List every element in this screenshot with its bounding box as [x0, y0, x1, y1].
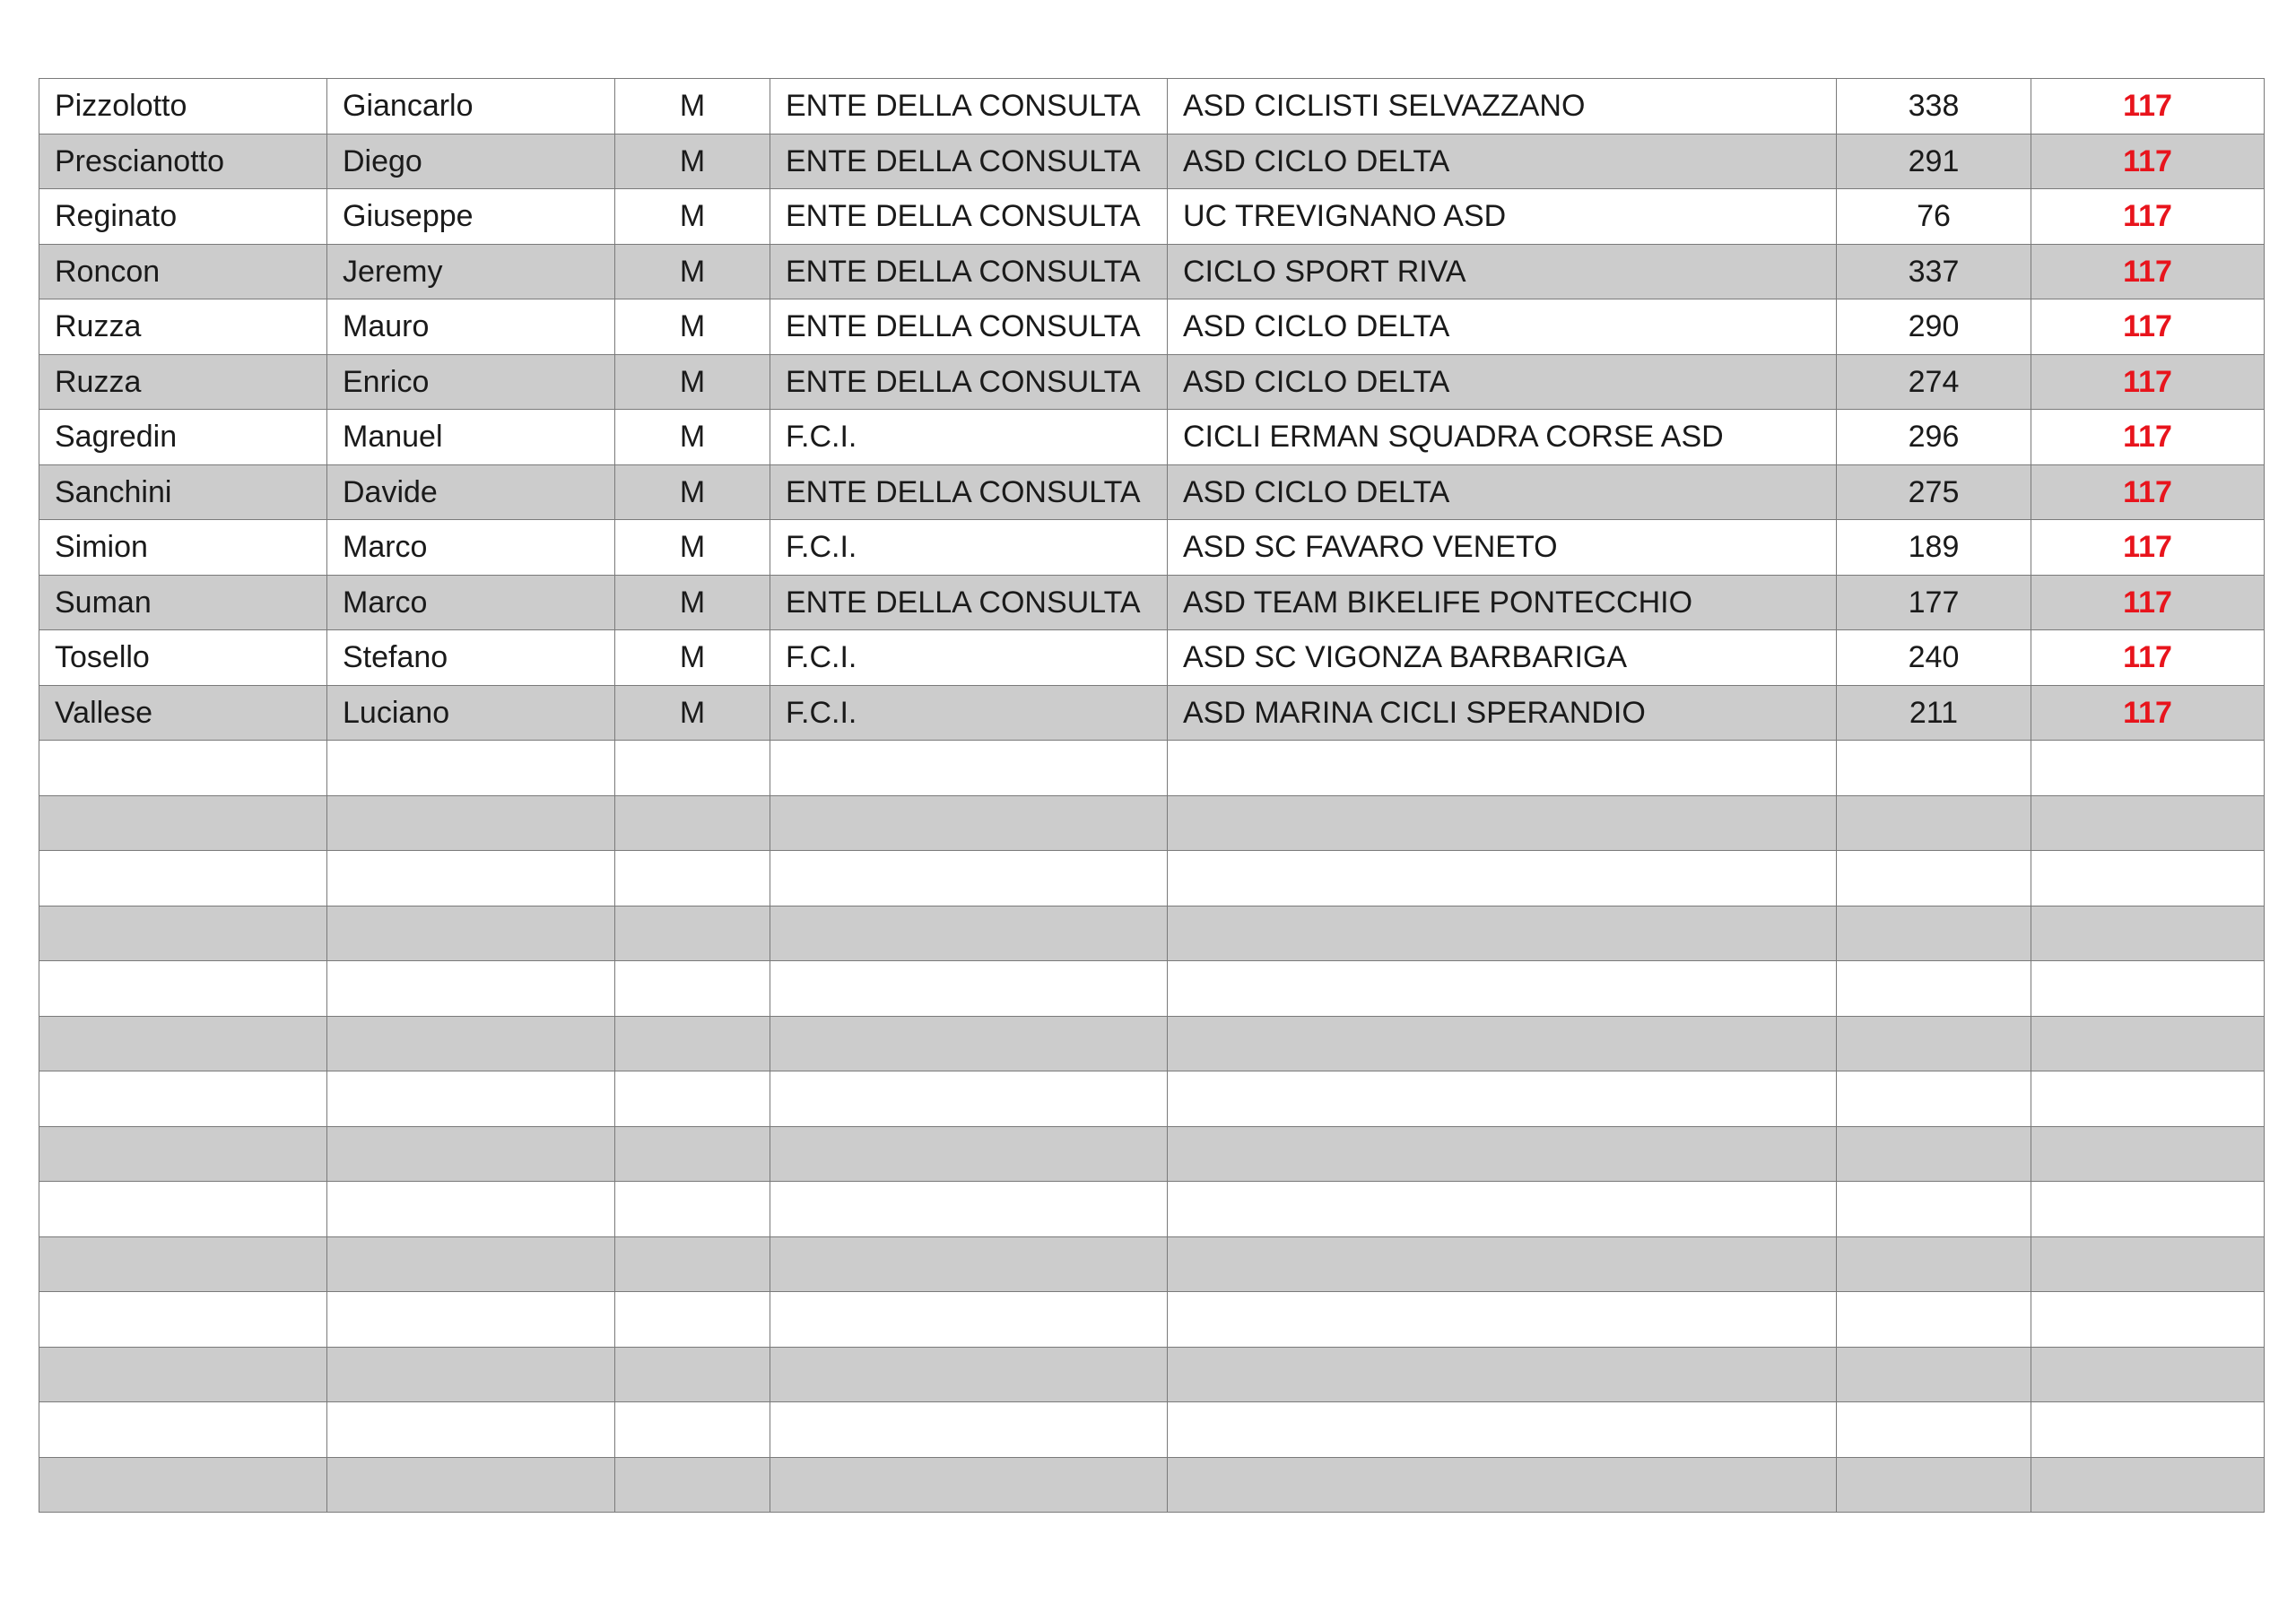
- team-cell: [1168, 1126, 1837, 1182]
- table-row: [39, 630, 2265, 686]
- score-cell: 117: [2031, 685, 2265, 741]
- number-cell: 76: [1837, 189, 2031, 245]
- first-name-cell: Stefano: [327, 630, 615, 686]
- number-cell: [1837, 1182, 2031, 1237]
- first-name-cell: [327, 1236, 615, 1292]
- ente-cell: ENTE DELLA CONSULTA: [770, 134, 1168, 189]
- sex-cell: [615, 795, 770, 851]
- team-cell: ASD CICLISTI SELVAZZANO: [1168, 79, 1837, 134]
- table-row: [39, 299, 2265, 355]
- results-table-body: [39, 79, 2265, 1513]
- score-cell: [2031, 1016, 2265, 1071]
- last-name-cell: Ruzza: [39, 354, 327, 410]
- ente-cell: [770, 1292, 1168, 1348]
- number-cell: [1837, 1126, 2031, 1182]
- sex-cell: M: [615, 134, 770, 189]
- last-name-cell: Vallese: [39, 685, 327, 741]
- sex-cell: [615, 741, 770, 796]
- first-name-cell: Marco: [327, 520, 615, 576]
- score-cell: [2031, 851, 2265, 906]
- sex-cell: M: [615, 575, 770, 630]
- first-name-cell: [327, 1402, 615, 1458]
- last-name-cell: [39, 1071, 327, 1127]
- sex-cell: [615, 1457, 770, 1513]
- last-name-cell: Prescianotto: [39, 134, 327, 189]
- sex-cell: [615, 961, 770, 1017]
- team-cell: ASD SC FAVARO VENETO: [1168, 520, 1837, 576]
- ente-cell: [770, 1347, 1168, 1402]
- team-cell: ASD CICLO DELTA: [1168, 464, 1837, 520]
- first-name-cell: Jeremy: [327, 244, 615, 299]
- sex-cell: [615, 1182, 770, 1237]
- last-name-cell: [39, 1126, 327, 1182]
- table-row: [39, 189, 2265, 245]
- score-cell: [2031, 1182, 2265, 1237]
- table-row: [39, 464, 2265, 520]
- score-cell: 117: [2031, 464, 2265, 520]
- sex-cell: M: [615, 354, 770, 410]
- ente-cell: [770, 1126, 1168, 1182]
- team-cell: [1168, 1292, 1837, 1348]
- ente-cell: [770, 1457, 1168, 1513]
- ente-cell: F.C.I.: [770, 630, 1168, 686]
- team-cell: [1168, 1071, 1837, 1127]
- first-name-cell: Marco: [327, 575, 615, 630]
- table-row: [39, 741, 2265, 796]
- score-cell: 117: [2031, 575, 2265, 630]
- table-row: [39, 1402, 2265, 1458]
- score-cell: 117: [2031, 630, 2265, 686]
- number-cell: [1837, 741, 2031, 796]
- first-name-cell: Davide: [327, 464, 615, 520]
- table-row: [39, 1182, 2265, 1237]
- ente-cell: ENTE DELLA CONSULTA: [770, 299, 1168, 355]
- number-cell: [1837, 1236, 2031, 1292]
- team-cell: [1168, 1347, 1837, 1402]
- sex-cell: M: [615, 244, 770, 299]
- score-cell: [2031, 1402, 2265, 1458]
- score-cell: 117: [2031, 520, 2265, 576]
- number-cell: 275: [1837, 464, 2031, 520]
- first-name-cell: [327, 741, 615, 796]
- table-row: [39, 354, 2265, 410]
- ente-cell: ENTE DELLA CONSULTA: [770, 244, 1168, 299]
- first-name-cell: [327, 906, 615, 961]
- ente-cell: F.C.I.: [770, 685, 1168, 741]
- number-cell: [1837, 961, 2031, 1017]
- first-name-cell: Enrico: [327, 354, 615, 410]
- number-cell: 211: [1837, 685, 2031, 741]
- last-name-cell: [39, 1016, 327, 1071]
- number-cell: [1837, 851, 2031, 906]
- first-name-cell: [327, 1182, 615, 1237]
- sex-cell: [615, 1126, 770, 1182]
- ente-cell: [770, 961, 1168, 1017]
- table-row: [39, 906, 2265, 961]
- ente-cell: [770, 1402, 1168, 1458]
- sex-cell: M: [615, 299, 770, 355]
- number-cell: 291: [1837, 134, 2031, 189]
- number-cell: 189: [1837, 520, 2031, 576]
- number-cell: 296: [1837, 410, 2031, 465]
- number-cell: [1837, 1402, 2031, 1458]
- last-name-cell: Pizzolotto: [39, 79, 327, 134]
- ente-cell: F.C.I.: [770, 520, 1168, 576]
- first-name-cell: [327, 1071, 615, 1127]
- table-row: [39, 1457, 2265, 1513]
- score-cell: 117: [2031, 354, 2265, 410]
- sex-cell: M: [615, 630, 770, 686]
- sex-cell: [615, 1236, 770, 1292]
- team-cell: CICLI ERMAN SQUADRA CORSE ASD: [1168, 410, 1837, 465]
- team-cell: [1168, 795, 1837, 851]
- last-name-cell: [39, 1457, 327, 1513]
- sex-cell: [615, 1292, 770, 1348]
- team-cell: UC TREVIGNANO ASD: [1168, 189, 1837, 245]
- last-name-cell: [39, 1347, 327, 1402]
- ente-cell: [770, 1016, 1168, 1071]
- first-name-cell: Giancarlo: [327, 79, 615, 134]
- sex-cell: M: [615, 410, 770, 465]
- last-name-cell: [39, 906, 327, 961]
- number-cell: 274: [1837, 354, 2031, 410]
- score-cell: 117: [2031, 189, 2265, 245]
- first-name-cell: [327, 851, 615, 906]
- table-row: [39, 134, 2265, 189]
- number-cell: [1837, 1071, 2031, 1127]
- ente-cell: ENTE DELLA CONSULTA: [770, 189, 1168, 245]
- last-name-cell: Suman: [39, 575, 327, 630]
- ente-cell: [770, 795, 1168, 851]
- number-cell: [1837, 906, 2031, 961]
- table-row: [39, 1236, 2265, 1292]
- last-name-cell: [39, 1182, 327, 1237]
- score-cell: 117: [2031, 134, 2265, 189]
- first-name-cell: [327, 1016, 615, 1071]
- ente-cell: ENTE DELLA CONSULTA: [770, 354, 1168, 410]
- score-cell: [2031, 961, 2265, 1017]
- score-cell: 117: [2031, 244, 2265, 299]
- number-cell: 290: [1837, 299, 2031, 355]
- first-name-cell: Mauro: [327, 299, 615, 355]
- last-name-cell: Roncon: [39, 244, 327, 299]
- score-cell: [2031, 741, 2265, 796]
- team-cell: ASD CICLO DELTA: [1168, 299, 1837, 355]
- first-name-cell: [327, 1457, 615, 1513]
- sex-cell: M: [615, 189, 770, 245]
- ente-cell: [770, 851, 1168, 906]
- last-name-cell: [39, 741, 327, 796]
- last-name-cell: [39, 961, 327, 1017]
- team-cell: [1168, 1016, 1837, 1071]
- sex-cell: [615, 1402, 770, 1458]
- ente-cell: [770, 1236, 1168, 1292]
- last-name-cell: Sanchini: [39, 464, 327, 520]
- last-name-cell: Ruzza: [39, 299, 327, 355]
- table-row: [39, 685, 2265, 741]
- ente-cell: [770, 741, 1168, 796]
- score-cell: [2031, 1071, 2265, 1127]
- first-name-cell: Diego: [327, 134, 615, 189]
- first-name-cell: [327, 1292, 615, 1348]
- table-row: [39, 1347, 2265, 1402]
- last-name-cell: [39, 795, 327, 851]
- number-cell: [1837, 1292, 2031, 1348]
- team-cell: [1168, 1236, 1837, 1292]
- sex-cell: [615, 906, 770, 961]
- sex-cell: [615, 1347, 770, 1402]
- score-cell: [2031, 906, 2265, 961]
- first-name-cell: Manuel: [327, 410, 615, 465]
- last-name-cell: [39, 1292, 327, 1348]
- sex-cell: M: [615, 520, 770, 576]
- table-row: [39, 520, 2265, 576]
- score-cell: [2031, 1236, 2265, 1292]
- team-cell: ASD TEAM BIKELIFE PONTECCHIO: [1168, 575, 1837, 630]
- table-row: [39, 1016, 2265, 1071]
- first-name-cell: [327, 961, 615, 1017]
- team-cell: [1168, 1182, 1837, 1237]
- table-row: [39, 410, 2265, 465]
- score-cell: [2031, 795, 2265, 851]
- score-cell: [2031, 1292, 2265, 1348]
- last-name-cell: Sagredin: [39, 410, 327, 465]
- ente-cell: [770, 1182, 1168, 1237]
- number-cell: [1837, 795, 2031, 851]
- last-name-cell: [39, 1236, 327, 1292]
- table-row: [39, 961, 2265, 1017]
- table-row: [39, 1071, 2265, 1127]
- team-cell: ASD CICLO DELTA: [1168, 354, 1837, 410]
- sex-cell: [615, 1016, 770, 1071]
- ente-cell: [770, 906, 1168, 961]
- ente-cell: F.C.I.: [770, 410, 1168, 465]
- last-name-cell: Tosello: [39, 630, 327, 686]
- table-row: [39, 1126, 2265, 1182]
- number-cell: [1837, 1016, 2031, 1071]
- score-cell: [2031, 1126, 2265, 1182]
- first-name-cell: [327, 1347, 615, 1402]
- table-row: [39, 79, 2265, 134]
- number-cell: 240: [1837, 630, 2031, 686]
- team-cell: [1168, 961, 1837, 1017]
- results-table: [39, 78, 2265, 1513]
- sex-cell: [615, 1071, 770, 1127]
- team-cell: ASD MARINA CICLI SPERANDIO: [1168, 685, 1837, 741]
- number-cell: 337: [1837, 244, 2031, 299]
- score-cell: [2031, 1457, 2265, 1513]
- team-cell: ASD CICLO DELTA: [1168, 134, 1837, 189]
- team-cell: [1168, 1457, 1837, 1513]
- first-name-cell: [327, 795, 615, 851]
- first-name-cell: Luciano: [327, 685, 615, 741]
- first-name-cell: [327, 1126, 615, 1182]
- score-cell: 117: [2031, 299, 2265, 355]
- ente-cell: ENTE DELLA CONSULTA: [770, 79, 1168, 134]
- table-row: [39, 244, 2265, 299]
- sex-cell: [615, 851, 770, 906]
- score-cell: 117: [2031, 79, 2265, 134]
- sex-cell: M: [615, 79, 770, 134]
- team-cell: CICLO SPORT RIVA: [1168, 244, 1837, 299]
- first-name-cell: Giuseppe: [327, 189, 615, 245]
- sex-cell: M: [615, 464, 770, 520]
- last-name-cell: [39, 851, 327, 906]
- sex-cell: M: [615, 685, 770, 741]
- ente-cell: ENTE DELLA CONSULTA: [770, 464, 1168, 520]
- number-cell: [1837, 1347, 2031, 1402]
- score-cell: [2031, 1347, 2265, 1402]
- team-cell: [1168, 851, 1837, 906]
- team-cell: [1168, 1402, 1837, 1458]
- ente-cell: ENTE DELLA CONSULTA: [770, 575, 1168, 630]
- team-cell: ASD SC VIGONZA BARBARIGA: [1168, 630, 1837, 686]
- last-name-cell: Reginato: [39, 189, 327, 245]
- last-name-cell: Simion: [39, 520, 327, 576]
- table-row: [39, 851, 2265, 906]
- last-name-cell: [39, 1402, 327, 1458]
- table-row: [39, 795, 2265, 851]
- score-cell: 117: [2031, 410, 2265, 465]
- team-cell: [1168, 741, 1837, 796]
- table-row: [39, 575, 2265, 630]
- ente-cell: [770, 1071, 1168, 1127]
- team-cell: [1168, 906, 1837, 961]
- number-cell: [1837, 1457, 2031, 1513]
- number-cell: 177: [1837, 575, 2031, 630]
- number-cell: 338: [1837, 79, 2031, 134]
- table-row: [39, 1292, 2265, 1348]
